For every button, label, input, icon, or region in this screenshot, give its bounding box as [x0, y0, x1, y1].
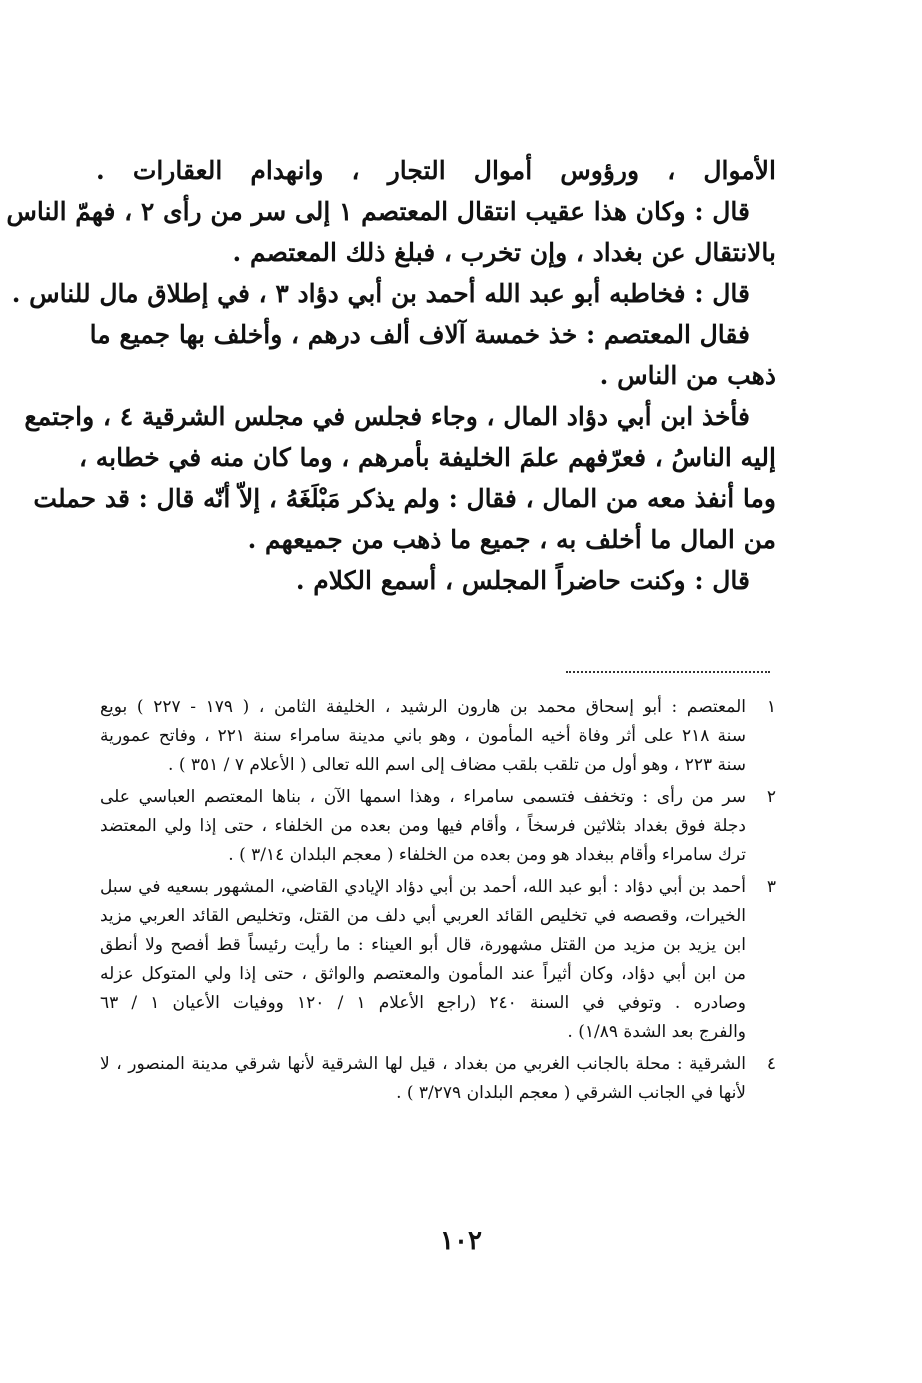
- footnote-line: أحمد بن أبي دؤاد : أبو عبد الله، أحمد بن أبي دؤاد الإيادي القاضي، المشهور بسعيه في سبل: [100, 877, 746, 897]
- main-text-line: من المال ما أخلف به ، جميع ما ذهب من جميعهم .: [247, 525, 776, 554]
- footnote-text: [100, 1050, 746, 1108]
- footnote-line: وصادره . وتوفي في السنة ٢٤٠ (راجع الأعلام ١ / ١٢٠ ووفيات الأعيان ١ / ٦٣: [100, 993, 746, 1013]
- main-text-line: الأموال ، ورؤوس أموال التجار ، وانهدام العقارات .: [96, 156, 776, 185]
- footnote-line: الخيرات، وقصصه في تخليص القائد العربي أبي دلف من القتل، وتخليص القائد العربي مزيد: [100, 906, 746, 926]
- footnote-line: ترك سامراء وأقام ببغداد هو ومن بعده من الخلفاء ( معجم البلدان ٣/١٤ ) .: [228, 845, 746, 865]
- main-text-line: إليه الناسُ ، فعرّفهم علمَ الخليفة بأمرهم ، وما كان منه في خطابه ،: [78, 443, 776, 472]
- main-text-block: [6, 150, 776, 601]
- footnote-divider: [566, 671, 770, 673]
- main-text-line: بالانتقال عن بغداد ، وإن تخرب ، فبلغ ذلك المعتصم .: [232, 238, 776, 267]
- footnote-line: ابن يزيد بن مزيد من القتل مشهورة، قال أبو العيناء : ما رأيت رئيساً قط أفصح ولا أنطق: [100, 935, 746, 955]
- footnote-4: [100, 1050, 776, 1108]
- footnote-line: المعتصم : أبو إسحاق محمد بن هارون الرشيد ، الخليفة الثامن ، ( ١٧٩ - ٢٢٧ ) بويع: [100, 697, 746, 717]
- footnote-line: والفرج بعد الشدة ١/٨٩) .: [567, 1022, 746, 1042]
- footnote-number: ١: [766, 697, 776, 717]
- main-text-line: قال : وكان هذا عقيب انتقال المعتصم ١ إلى سر من رأى ٢ ، فهمّ الناس: [6, 197, 750, 226]
- footnote-1: [100, 693, 776, 780]
- main-text-line: قال : وكنت حاضراً المجلس ، أسمع الكلام .: [295, 566, 750, 595]
- footnote-number: ٣: [766, 877, 776, 897]
- main-text-line: فأخذ ابن أبي دؤاد المال ، وجاء فجلس في مجلس الشرقية ٤ ، واجتمع: [24, 402, 750, 431]
- footnote-number: ٤: [766, 1054, 776, 1074]
- footnote-line: دجلة فوق بغداد بثلاثين فرسخاً ، وأقام فيها ومن بعده من الخلفاء ، حتى إذا ولي المعتضد: [100, 816, 746, 836]
- footnote-line: الشرقية : محلة بالجانب الغربي من بغداد ، قيل لها الشرقية لأنها شرقي مدينة المنصور ، لا: [100, 1054, 746, 1074]
- footnote-line: سنة ٢١٨ على أثر وفاة أخيه المأمون ، وهو باني مدينة سامراء سنة ٢٢١ ، وفاتح عمورية: [100, 726, 746, 746]
- footnote-2: [100, 783, 776, 870]
- footnote-line: من ابن أبي دؤاد، وكان أثيراً عند المأمون والمعتصم والواثق ، حتى إذا ولي المتوكل عزله: [100, 964, 746, 984]
- footnote-number: ٢: [766, 787, 776, 807]
- footnotes-block: [100, 693, 776, 1111]
- main-text-line: قال : فخاطبه أبو عبد الله أحمد بن أبي دؤاد ٣ ، في إطلاق مال للناس .: [11, 279, 750, 308]
- footnote-3: [100, 873, 776, 1047]
- main-text-line: وما أنفذ معه من المال ، فقال : ولم يذكر مَبْلَغَهُ ، إلاّ أنّه قال : قد حملت: [33, 484, 776, 513]
- footnote-line: سر من رأى : وتخفف فتسمى سامراء ، وهذا اسمها الآن ، بناها المعتصم العباسي على: [100, 787, 746, 807]
- footnote-text: [100, 783, 746, 870]
- footnote-text: [100, 693, 746, 780]
- main-text-line: ذهب من الناس .: [599, 361, 776, 390]
- main-text-line: فقال المعتصم : خذ خمسة آلاف ألف درهم ، وأخلف بها جميع ما: [89, 320, 750, 349]
- footnote-text: [100, 873, 746, 1047]
- footnote-line: سنة ٢٢٣ ، وهو أول من تلقب بلقب مضاف إلى اسم الله تعالى ( الأعلام ٧ / ٣٥١ ) .: [168, 755, 746, 775]
- page-number: ١٠٢: [440, 1226, 482, 1256]
- footnote-line: لأنها في الجانب الشرقي ( معجم البلدان ٣/٢٧٩ ) .: [396, 1083, 746, 1103]
